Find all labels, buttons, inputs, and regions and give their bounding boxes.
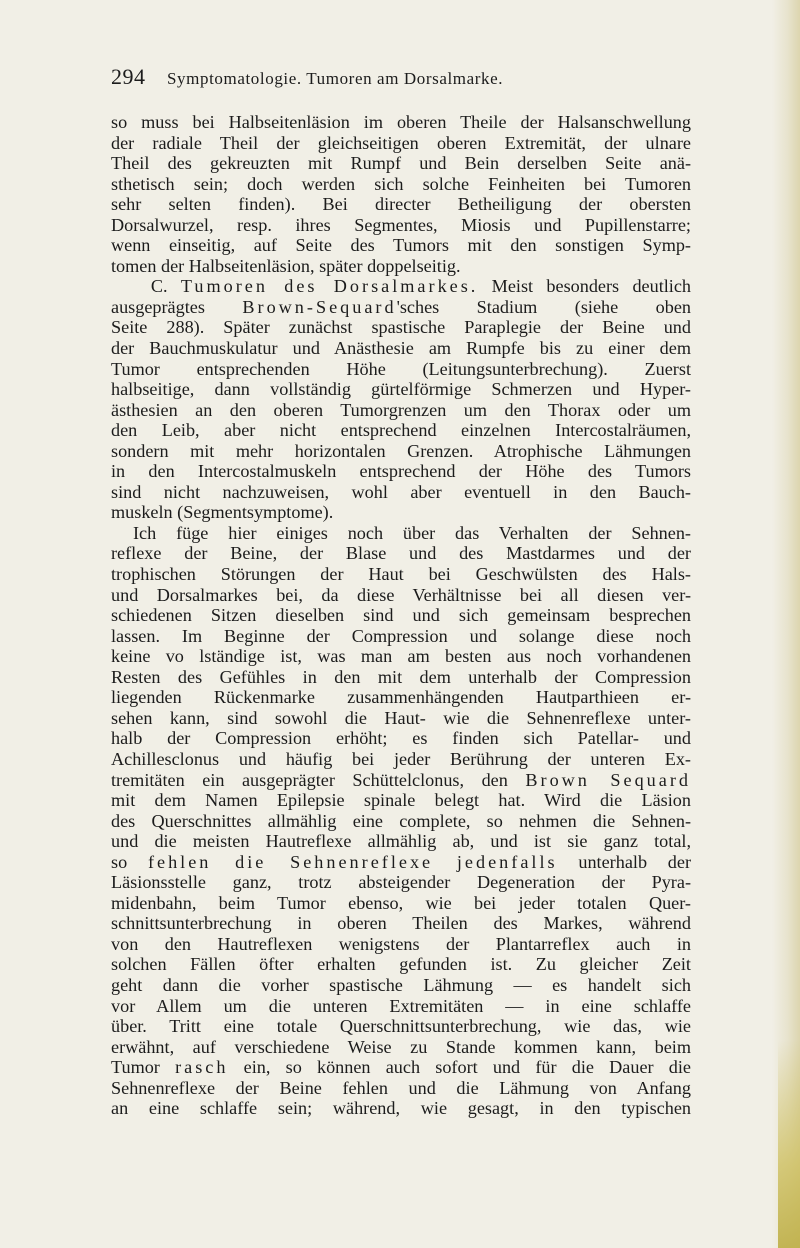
section-heading-line [111,276,691,297]
text-line: so muss bei Halbseitenläsion im oberen Theile der Halsanschwellung [111,112,691,132]
text-line: wenn einseitig, auf Seite des Tumors mit den sonstigen Symp- [111,235,691,256]
text-line [111,1057,691,1078]
section-title: Tumoren des Dorsalmarkes. [180,276,479,297]
section-label: C. [150,276,168,297]
text-line: sehen kann, sind sowohl die Haut- wie die Sehnenreflexe unter- [111,707,691,728]
text-line: sondern mit mehr horizontalen Grenzen. Atrophische Lähmungen [111,440,691,461]
text-line: mit dem Namen Epilepsie spinale belegt hat. Wird die Läsion [111,790,691,811]
text-line: geht dann die vorher spastische Lähmung — es handelt sich [111,974,691,995]
text-line: und Dorsalmarkes bei, da diese Verhältnisse bei all diesen ver- [111,584,691,605]
text-line: Theil des gekreuzten mit Rumpf und Bein derselben Seite anä- [111,153,691,174]
text-line: den Leib, aber nicht entsprechend einzelnen Intercostalräumen, [111,420,691,441]
text-fragment: 'sches Stadium (siehe oben [396,296,691,317]
text-line: Resten des Gefühles in den mit dem unterhalb der Compression [111,666,691,687]
author-name: Brown-Sequard [242,296,397,317]
text-line: schiedenen Sitzen dieselben sind und sich gemeinsam besprechen [111,605,691,626]
text-line: Achillesclonus und häufig bei jeder Berührung der unteren Ex- [111,748,691,769]
text-line: an eine schlaffe sein; während, wie gesagt, in den typischen [111,1098,691,1119]
text-line: der Bauchmuskulatur und Anästhesie am Rumpfe bis zu einer dem [111,338,691,359]
text-line [111,297,691,318]
text-fragment: Meist besonders deutlich [491,276,692,297]
text-line: muskeln (Segmentsymptome). [111,502,334,523]
text-fragment: unterhalb der [578,851,692,872]
text-line: erwähnt, auf verschiedene Weise zu Stande kommen kann, beim [111,1036,691,1057]
text-line: Läsionsstelle ganz, trotz absteigender Degeneration der Pyra- [111,872,691,893]
text-line: lassen. Im Beginne der Compression und solange diese noch [111,625,691,646]
text-line: von den Hautreflexen wenigstens der Plantarreflex auch in [111,933,691,954]
text-line: ästhesien an den oberen Tumorgrenzen um den Thorax oder um [111,399,691,420]
text-line: sind nicht nachzuweisen, wohl aber eventuell in den Bauch- [111,481,691,502]
text-line: halbseitige, dann vollständig gürtelförmige Schmerzen und Hyper- [111,379,691,400]
emphasis-text: fehlen die Sehnenreflexe jedenfalls [147,851,558,872]
text-line: halb der Compression erhöht; es finden sich Patellar- und [111,728,691,749]
text-line: liegenden Rückenmarke zusammenhängenden Hautparthieen er- [111,687,691,708]
text-line: reflexe der Beine, der Blase und des Mastdarmes und der [111,543,691,564]
author-name: Brown Sequard [525,769,692,790]
text-line: Tumor entsprechenden Höhe (Leitungsunterbrechung). Zuerst [111,358,691,379]
text-line: vor Allem um die unteren Extremitäten — in eine schlaffe [111,995,691,1016]
text-line: sehr selten finden). Bei directer Betheiligung der obersten [111,194,691,215]
text-line: keine vo lständige ist, was man am besten aus noch vorhandenen [111,646,691,667]
text-line [111,770,691,791]
text-line: über. Tritt eine totale Querschnittsunterbrechung, wie das, wie [111,1016,691,1037]
text-line: tomen der Halbseitenläsion, später doppelseitig. [111,255,461,276]
body-text [111,112,691,1119]
text-line: schnittsunterbrechung in oberen Theilen des Markes, während [111,913,691,934]
text-fragment: ein, so können auch sofort und für die Dauer die [243,1057,692,1078]
text-line: Sehnenreflexe der Beine fehlen und die Lähmung von Anfang [111,1077,691,1098]
text-line: der radiale Theil der gleichseitigen oberen Extremität, der ulnare [111,132,691,153]
page-number: 294 [111,64,146,89]
text-line: sthetisch sein; doch werden sich solche Feinheiten bei Tumoren [111,173,691,194]
text-line: Seite 288). Später zunächst spastische Paraplegie der Beine und [111,317,691,338]
text-line: des Querschnittes allmählig eine complete, so nehmen die Sehnen- [111,810,691,831]
text-fragment: so [111,851,128,872]
text-line [111,852,691,873]
page-corner-stain [778,1040,800,1248]
emphasis-text: rasch [175,1057,229,1078]
text-fragment: ausgeprägtes [111,296,205,317]
text-fragment: Tumor [111,1057,160,1078]
text-line: Ich füge hier einiges noch über das Verhalten der Sehnen- [133,522,691,543]
text-line: Dorsalwurzel, resp. ihres Segmentes, Miosis und Pupillenstarre; [111,214,691,235]
text-line: solchen Fällen öfter erhalten gefunden ist. Zu gleicher Zeit [111,954,691,975]
text-line: und die meisten Hautreflexe allmählig ab, und ist sie ganz total, [111,831,691,852]
running-head: Symptomatologie. Tumoren am Dorsalmarke. [167,69,504,88]
text-line: midenbahn, beim Tumor ebenso, wie bei jeder totalen Quer- [111,892,691,913]
text-fragment: tremitäten ein ausgeprägter Schüttelclonus, den [111,769,508,790]
text-line: in den Intercostalmuskeln entsprechend der Höhe des Tumors [111,461,691,482]
page-header [111,64,691,94]
text-line: trophischen Störungen der Haut bei Geschwülsten des Hals- [111,564,691,585]
